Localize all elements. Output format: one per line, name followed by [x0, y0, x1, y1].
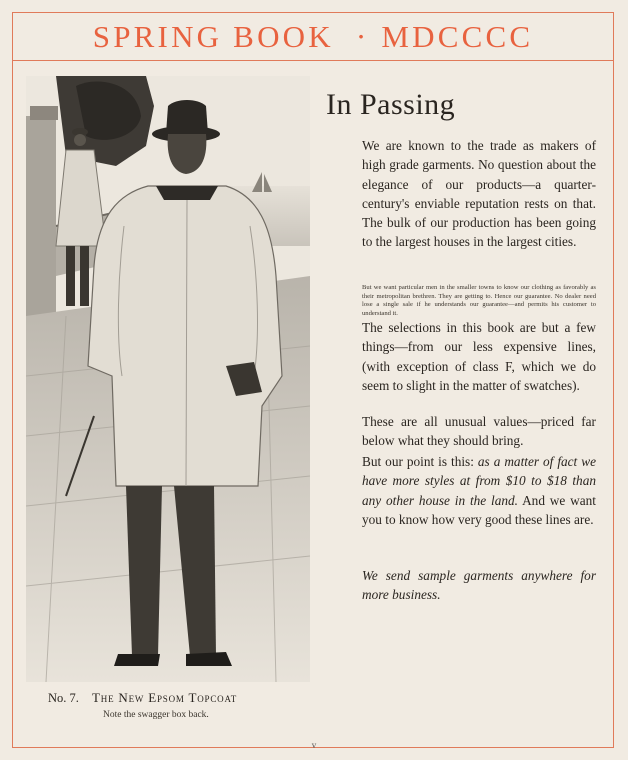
paragraph-point-lead: But our point is this: — [362, 454, 478, 469]
paragraph-point-tail: And we want you to know how very good these lines are. — [362, 492, 596, 527]
caption-title: The New Epsom Topcoat — [92, 690, 238, 705]
paragraph-point — [362, 452, 596, 529]
topcoat-illustration — [26, 76, 310, 682]
man-in-topcoat-illustration — [26, 76, 310, 682]
header-title-left: SPRING BOOK — [92, 19, 334, 54]
page-header — [12, 14, 614, 60]
page-folio: v — [311, 740, 317, 750]
paragraph-point-italic: as a matter of fact we have more styles at from $10 to $18 than any other house in the land. — [362, 454, 596, 508]
header-separator: · — [355, 19, 370, 54]
caption-subtitle: Note the swagger box back. — [103, 710, 209, 720]
paragraph-intro: We are known to the trade as makers of high grade garments. No question about the elegance of our products—a quarter-century's enviable reputation rests on that. The bulk of our production has been going to the largest houses in the largest cities. — [362, 138, 596, 250]
header-rule — [12, 60, 614, 61]
caption-number: No. 7. — [48, 691, 79, 705]
illustration-caption — [48, 690, 348, 706]
paragraph-selections: The selections in this book are but a few things—from our less expensive lines, (with exception of class F, which we do seem to slight in the matter of swatches). — [362, 320, 596, 393]
fine-print-paragraph: But we want particular men in the smaller towns to know our clothing as favorably as their metropolitan brethren. They are getting to. Hence our guarantee. No dealer need lose a single sale if he understands our guarantee—and permits his customer to understand it. — [362, 284, 596, 317]
paragraph-samples: We send sample garments anywhere for more business. — [362, 568, 596, 603]
paragraph-values: These are all unusual values—priced far below what they should bring. — [362, 414, 596, 449]
article-heading: In Passing — [326, 88, 456, 121]
header-title-right: MDCCCC — [381, 19, 534, 54]
